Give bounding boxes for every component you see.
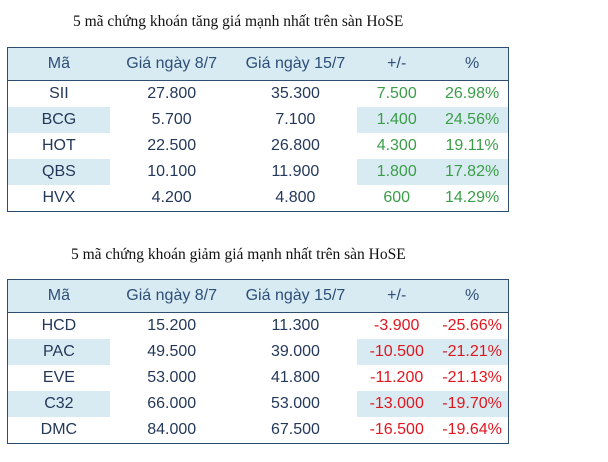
gainers-table: [7, 47, 509, 212]
table-row: [8, 185, 508, 211]
cell-price-8-7: 66.000: [147, 395, 197, 412]
cell-code: DMC: [40, 421, 78, 438]
cell-percent: -25.66%: [442, 317, 502, 334]
cell-price-15-7: 41.800: [270, 369, 320, 386]
header-row: [8, 280, 508, 313]
cell-percent: 24.56%: [436, 107, 508, 133]
cell-change: -11.200: [370, 369, 424, 386]
cell-price-15-7: 67.500: [270, 421, 320, 438]
cell-code: HCD: [41, 317, 77, 334]
cell-price-8-7: 15.200: [147, 317, 197, 334]
table-row: [8, 391, 508, 417]
gainers-title: 5 mã chứng khoán tăng giá mạnh nhất trên sàn HoSE: [73, 13, 404, 30]
cell-percent: -21.21%: [436, 339, 508, 365]
cell-code: EVE: [42, 369, 75, 386]
cell-price-15-7: 11.900: [271, 163, 320, 180]
table-row: [8, 107, 508, 133]
cell-price-15-7: 35.300: [270, 85, 320, 102]
header-price-8-7: Giá ngày 8/7: [126, 287, 218, 304]
cell-price-8-7: 53.000: [147, 369, 197, 386]
header-row: [8, 48, 508, 81]
cell-change: -3.900: [374, 317, 420, 334]
cell-percent: 17.82%: [436, 159, 508, 185]
cell-price-8-7: 22.500: [147, 137, 197, 154]
cell-change: 1.400: [357, 107, 436, 133]
cell-price-15-7: 39.000: [270, 343, 320, 360]
cell-price-8-7: 49.500: [147, 343, 197, 360]
cell-price-8-7: 4.200: [151, 189, 192, 206]
cell-code: SII: [49, 85, 69, 102]
cell-change: -16.500: [369, 421, 424, 438]
table-row: [8, 339, 508, 365]
cell-price-15-7: 7.100: [275, 111, 316, 128]
cell-change: 7.500: [376, 85, 417, 102]
header-price-15-7: Giá ngày 15/7: [245, 55, 346, 72]
cell-code: HVX: [42, 189, 76, 206]
cell-change: 600: [383, 189, 411, 206]
cell-percent: 19.11%: [445, 137, 499, 154]
table-row: [8, 81, 508, 107]
header-price-8-7: Giá ngày 8/7: [126, 55, 218, 72]
header-percent: %: [464, 55, 480, 72]
table-row: [8, 133, 508, 159]
cell-percent: -19.64%: [442, 421, 502, 438]
header-percent: %: [464, 287, 480, 304]
cell-change: 1.800: [357, 159, 436, 185]
losers-table: [7, 279, 509, 444]
table-row: [8, 365, 508, 391]
cell-price-8-7: 84.000: [147, 421, 197, 438]
cell-code: PAC: [8, 339, 110, 365]
cell-code: QBS: [8, 159, 110, 185]
cell-price-8-7: 10.100: [147, 163, 197, 180]
cell-percent: 26.98%: [444, 85, 500, 102]
cell-price-8-7: 27.800: [147, 85, 197, 102]
cell-percent: -19.70%: [436, 391, 508, 417]
header-change: +/-: [387, 287, 407, 304]
table-row: [8, 159, 508, 185]
table-row: [8, 417, 508, 443]
cell-code: BCG: [8, 107, 110, 133]
cell-price-15-7: 11.300: [271, 317, 320, 334]
cell-change: -10.500: [357, 339, 436, 365]
cell-price-15-7: 26.800: [270, 137, 320, 154]
cell-percent: -21.13%: [442, 369, 502, 386]
losers-title: 5 mã chứng khoán giảm giá mạnh nhất trên sàn HoSE: [71, 246, 406, 263]
header-code: Mã: [47, 55, 71, 72]
header-change: +/-: [387, 55, 407, 72]
cell-change: -13.000: [357, 391, 436, 417]
cell-percent: 14.29%: [444, 189, 500, 206]
header-code: Mã: [47, 287, 71, 304]
table-row: [8, 313, 508, 339]
cell-price-8-7: 5.700: [151, 111, 192, 128]
cell-change: 4.300: [376, 137, 417, 154]
cell-price-15-7: 53.000: [270, 395, 320, 412]
cell-code: HOT: [42, 137, 76, 154]
header-price-15-7: Giá ngày 15/7: [245, 287, 346, 304]
cell-code: C32: [8, 391, 110, 417]
cell-price-15-7: 4.800: [275, 189, 316, 206]
